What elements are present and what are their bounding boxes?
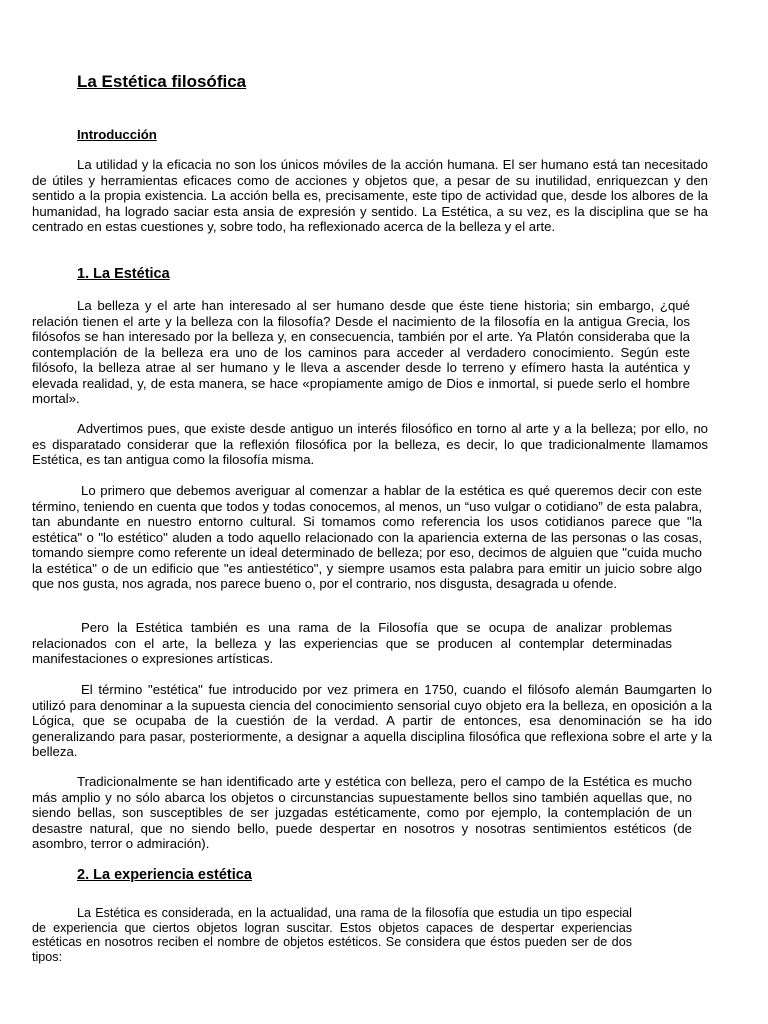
section-2-heading: 2. La experiencia estética [77,867,252,883]
intro-heading: Introducción [77,127,157,142]
document-title: La Estética filosófica [77,72,247,91]
section-1-paragraph-5: El término "estética" fue introducido por vez primera en 1750, cuando el filósofo alemán Baumgarten lo utilizó para denominar a la supuesta ciencia del conocimiento sensorial cuyo objeto era la belleza, en oposición a la Lógica, que se ocupaba de la cuestión de la verdad. A partir de entonces, esa denominación se ha ido generalizando para pasar, posteriormente, a designar a aquella disciplina filosófica que reflexiona sobre el arte y la belleza. [32,682,712,759]
section-2-paragraph-1: La Estética es considerada, en la actualidad, una rama de la filosofía que estudia un tipo especial de experiencia que ciertos objetos logran suscitar. Estos objetos capaces de despertar experiencias estéticas en nosotros reciben el nombre de objetos estéticos. Se considera que éstos pueden ser de dos tipos: [32,906,632,964]
section-1-paragraph-2: Advertimos pues, que existe desde antiguo un interés filosófico en torno al arte y a la belleza; por ello, no es disparatado considerar que la reflexión filosófica por la belleza, es decir, lo que tradicionalmente llamamos Estética, es tan antigua como la filosofía misma. [32,421,708,467]
intro-paragraph: La utilidad y la eficacia no son los únicos móviles de la acción humana. El ser humano está tan necesitado de útiles y herramientas eficaces como de acciones y objetos que, a pesar de su inutilidad, enriquezcan y den sentido a la propia existencia. La acción bella es, precisamente, este tipo de actividad que, desde los albores de la humanidad, ha logrado saciar esta ansia de expresión y sentido. La Estética, a su vez, es la disciplina que se ha centrado en estas cuestiones y, sobre todo, ha reflexionado acerca de la belleza y el arte. [32,157,708,234]
section-1-heading: 1. La Estética [77,266,170,282]
section-1-paragraph-4: Pero la Estética también es una rama de la Filosofía que se ocupa de analizar problemas relacionados con el arte, la belleza y las experiencias que se producen al contemplar determinadas manifestaciones o expresiones artísticas. [32,620,672,666]
section-1-paragraph-1: La belleza y el arte han interesado al ser humano desde que éste tiene historia; sin embargo, ¿qué relación tienen el arte y la belleza con la filosofía? Desde el nacimiento de la filosofía en la antigua Grecia, los filósofos se han interesado por la belleza y, en consecuencia, también por el arte. Ya Platón consideraba que la contemplación de la belleza era uno de los caminos para acceder al verdadero conocimiento. Según este filósofo, la belleza atrae al ser humano y le lleva a ascender desde lo terreno y efímero hasta la auténtica y elevada realidad, y, de esta manera, se hace «propiamente amigo de Dios e inmortal, si puede serlo el hombre mortal». [32,298,690,406]
section-1-paragraph-3: Lo primero que debemos averiguar al comenzar a hablar de la estética es qué queremos decir con este término, teniendo en cuenta que todos y todas conocemos, al menos, un “uso vulgar o cotidiano” de esta palabra, tan abundante en nuestro entorno cultural. Si tomamos como referencia los usos cotidianos parece que "la estética" o "lo estético" aluden a todo aquello relacionado con la apariencia externa de las personas o las cosas, tomando siempre como referente un ideal determinado de belleza; por eso, decimos de alguien que "cuida mucho la estética" o de un edificio que "es antiestético", y siempre usamos esta palabra para emitir un juicio sobre algo que nos gusta, nos agrada, nos parece bueno o, por el contrario, nos disgusta, desagrada u ofende. [32,483,702,591]
section-1-paragraph-6: Tradicionalmente se han identificado arte y estética con belleza, pero el campo de la Estética es mucho más amplio y no sólo abarca los objetos o circunstancias supuestamente bellos sino también aquellas que, no siendo bellas, son susceptibles de ser juzgadas estéticamente, como por ejemplo, la contemplación de un desastre natural, que no siendo bello, puede despertar en nosotros y nosotras sentimientos estéticos (de asombro, terror o admiración). [32,774,692,851]
